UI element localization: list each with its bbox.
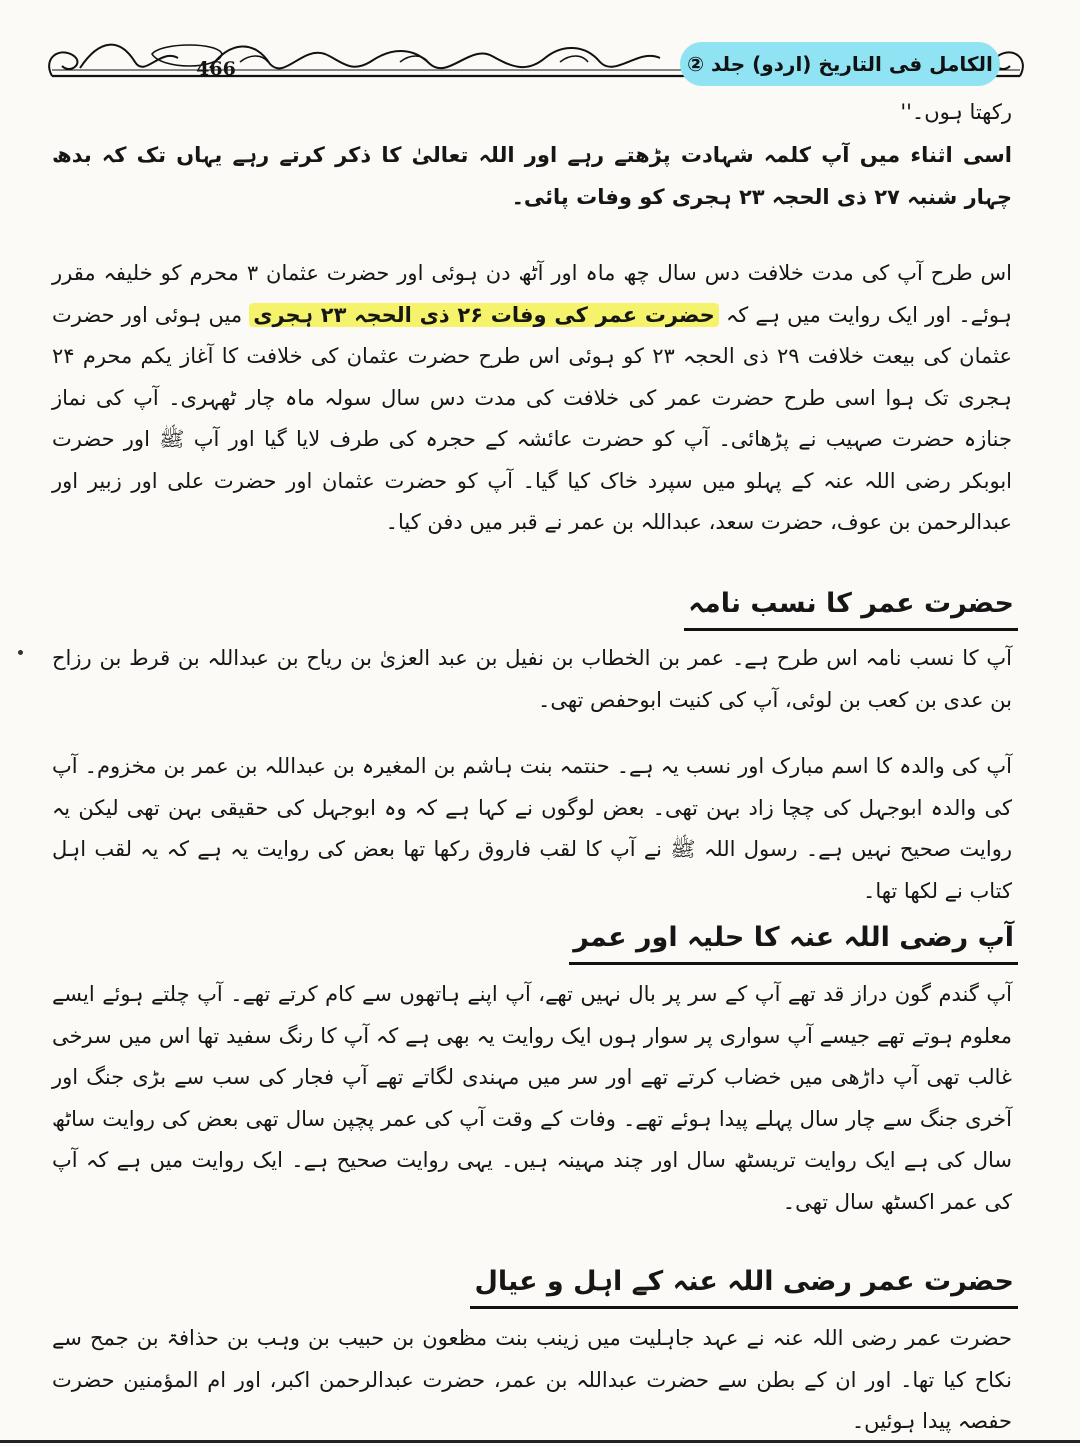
paragraph-ahl: حضرت عمر رضی اللہ عنہ نے عہد جاہلیت میں زینب بنت مظعون بن حبیب بن وہب بن حذافۃ بن جمح سے نکاح کیا تھا۔ اور ان کے بطن سے حضرت عبداللہ بن عمر، حضرت عبدالرحمن اکبر، اور ام المؤمنین حضرت حفصہ پیدا ہوئیں۔ xyxy=(52,1326,1012,1433)
running-title: الکامل فی التاریخ (اردو) جلد ② xyxy=(680,42,1000,86)
paragraph-quote-end: رکھتا ہوں۔'' xyxy=(900,100,1012,124)
margin-dot xyxy=(18,650,23,655)
khilafat-text-end: میں ہوئی اور حضرت عثمان کی بیعت خلافت ۲۹ ذی الحجہ ۲۳ کو ہوئی اس طرح حضرت عثمان کی خلافت کا آغاز یکم محرم ۲۴ ہجری تک ہوا اسی طرح حضرت عمر کی خلافت کی مدت دس سال سولہ ماہ چار ٹھہری۔ آپ کی نماز جنازہ حضرت صہیب نے پڑھائی۔ آپ کو حضرت عائشہ کے حجرہ کی طرف لایا گیا اور آپ ﷺ اور حضرت ابوبکر رضی اللہ عنہ کے پہلو میں سپرد خاک کیا گیا۔ آپ کو حضرت عثمان اور حضرت علی اور زبیر اور عبدالرحمن بن عوف، حضرت سعد، عبداللہ بن عمر نے قبر میں دفن کیا۔ xyxy=(52,302,1012,534)
bottom-rule xyxy=(0,1440,1080,1443)
khilafat-text-start: اس طرح آپ کی مدت خلافت دس سال چھ ماہ اور آٹھ دن ہوئی اور حضرت عثمان ۳ محرم کو خلیفہ مقرر ہوئے۔ اور ایک روایت میں ہے کہ xyxy=(52,261,1012,327)
paragraph-nasab: آپ کا نسب نامہ اس طرح ہے۔ عمر بن الخطاب بن نفیل بن عبد العزیٰ بن ریاح بن عبداللہ بن قرط بن رزاح بن عدی بن کعب بن لوئی، آپ کی کنیت ابوحفص تھی۔ xyxy=(52,646,1012,712)
paragraph-hulia: آپ گندم گون دراز قد تھے آپ کے سر پر بال نہیں تھے، آپ اپنے ہاتھوں سے کام کرتے تھے۔ آپ چلتے ہوئے ایسے معلوم ہوتے تھے جیسے آپ سواری پر سوار ہوں ایک روایت یہ بھی ہے کہ آپ کا رنگ سفید تھا اس میں سرخی غالب تھی آپ داڑھی میں خضاب کرتے تھے اور سر میں مہندی لگاتے تھے آپ فجار کی سب سے بڑی جنگ اور آخری جنگ سے چار سال پہلے پیدا ہوئے تھے۔ وفات کے وقت آپ کی عمر پچپن سال تھی بعض کی روایت ساٹھ سال کی ہے ایک روایت تریسٹھ سال اور چند مہینہ ہیں۔ یہی روایت صحیح ہے۔ ایک روایت میں ہے کہ آپ کی عمر اکسٹھ سال تھی۔ xyxy=(52,982,1012,1214)
heading-ahl: حضرت عمر رضی اللہ عنہ کے اہل و عیال xyxy=(470,1262,1018,1309)
heading-hulia: آپ رضی اللہ عنہ کا حلیہ اور عمر xyxy=(569,918,1018,965)
highlighted-date: حضرت عمر کی وفات ۲۶ ذی الحجہ ۲۳ ہجری xyxy=(249,303,719,327)
page-header xyxy=(40,18,1030,84)
paragraph-walida: آپ کی والدہ کا اسم مبارک اور نسب یہ ہے۔ حنتمہ بنت ہاشم بن المغیرہ بن عبداللہ بن عمر بن مخزوم۔ آپ کی والدہ ابوجہل کی چچا زاد بہن تھی۔ بعض لوگوں نے کہا ہے کہ وہ ابوجہل کی حقیقی بہن تھی لیکن یہ روایت صحیح نہیں ہے۔ رسول اللہ ﷺ نے آپ کا لقب فاروق رکھا تھا بعض کی روایت یہ ہے کہ یہ لقب اہل کتاب نے لکھا تھا۔ xyxy=(52,754,1012,903)
page-number: 466 xyxy=(196,58,236,80)
paragraph-khilafat xyxy=(52,253,1012,544)
heading-nasab: حضرت عمر کا نسب نامہ xyxy=(684,584,1018,631)
paragraph-wafat: اسی اثناء میں آپ کلمہ شہادت پڑھتے رہے اور اللہ تعالیٰ کا ذکر کرتے رہے یہاں تک کہ بدھ چہار شنبہ ۲۷ ذی الحجہ ۲۳ ہجری کو وفات پائی۔ xyxy=(52,143,1012,209)
